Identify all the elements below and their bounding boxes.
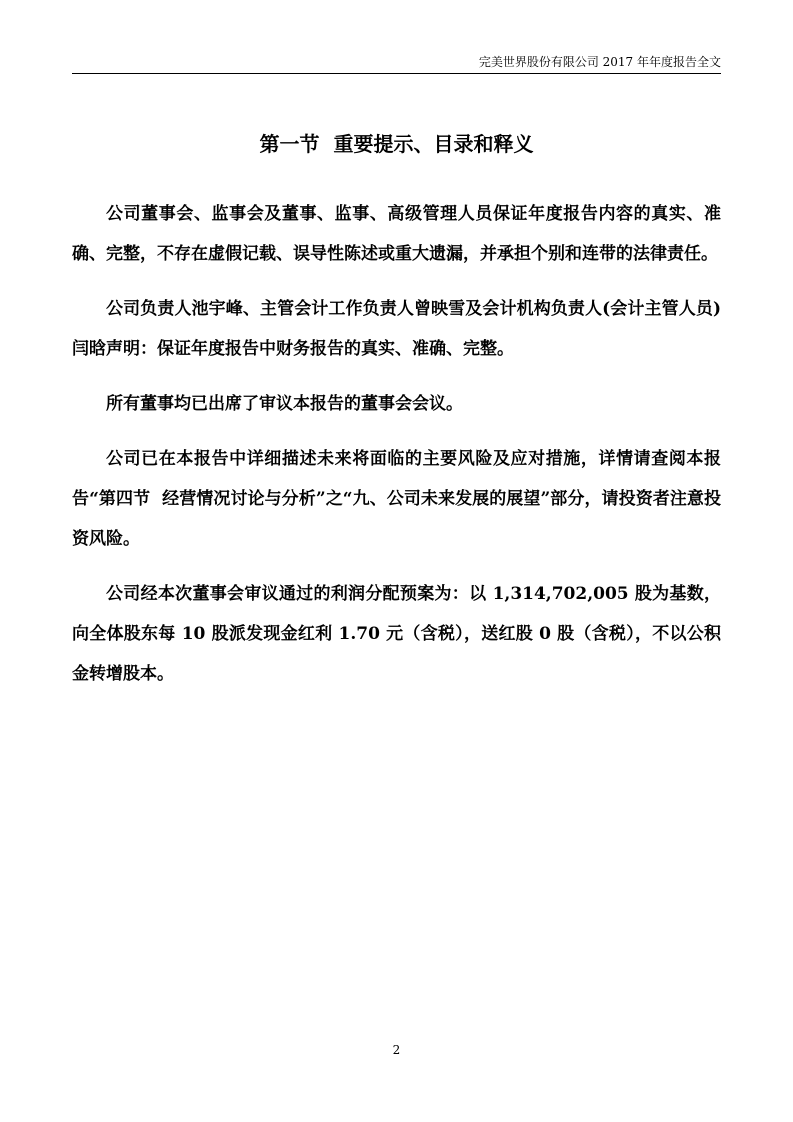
paragraph-risk-notice: 公司已在本报告中详细描述未来将面临的主要风险及应对措施，详情请查阅本报告“第四节 经营情况讨论与分析”之“九、公司未来发展的展望”部分，请投资者注意投资风险。 [72,449,721,549]
section-title: 第一节 重要提示、目录和释义 [259,132,534,156]
paragraph-board-guarantee: 公司董事会、监事会及董事、监事、高级管理人员保证年度报告内容的真实、准确、完整，不存在虚假记载、误导性陈述或重大遗漏，并承担个别和连带的法律责任。 [72,204,721,264]
paragraph-profit-distribution: 公司经本次董事会审议通过的利润分配预案为：以 1,314,702,005 股为基数，向全体股东每 10 股派发现金红利 1.70 元（含税），送红股 0 股（含税），不以公积金转增股本。 [72,584,721,684]
header-divider [72,73,721,74]
running-header: 完美世界股份有限公司 2017 年年度报告全文 [478,55,721,69]
paragraph-responsible-persons-statement: 公司负责人池宇峰、主管会计工作负责人曾映雪及会计机构负责人(会计主管人员)闫晗声明：保证年度报告中财务报告的真实、准确、完整。 [72,299,721,359]
document-body [72,194,721,709]
page-number: 2 [392,1043,401,1057]
paragraph-director-attendance: 所有董事均已出席了审议本报告的董事会会议。 [106,394,463,414]
